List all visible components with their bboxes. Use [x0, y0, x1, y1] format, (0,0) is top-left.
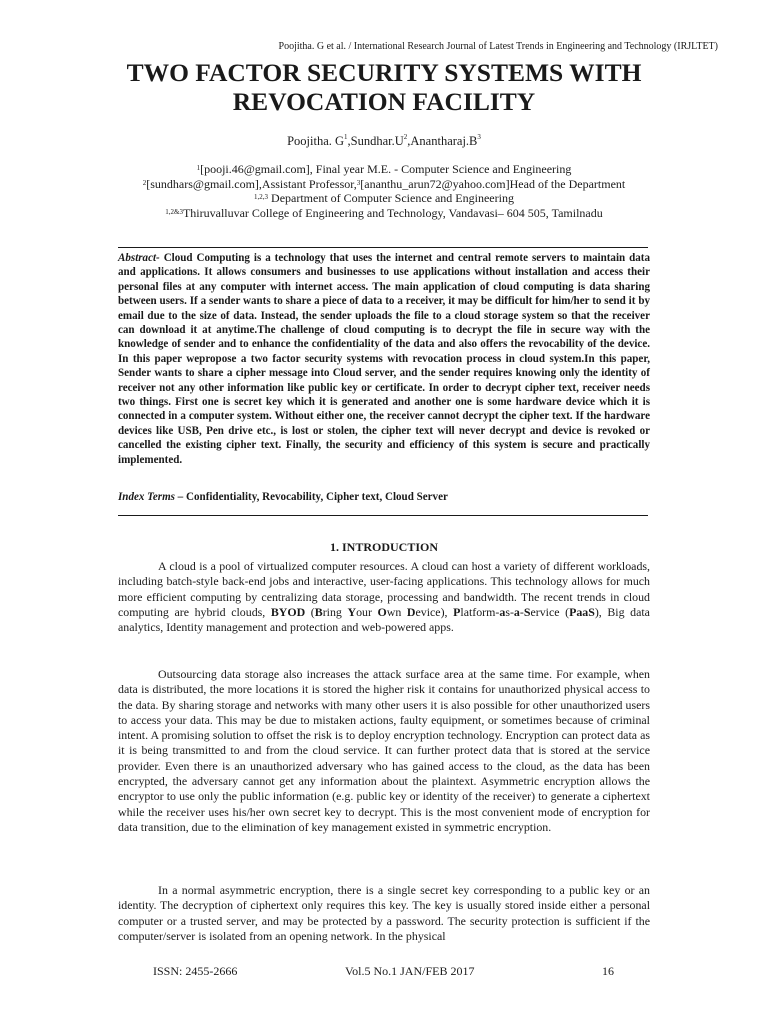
affiliation-4-text: Thiruvalluvar College of Engineering and Technology, Vandavasi– 604 505, Tamilnadu	[182, 205, 603, 220]
affiliation-line-1	[100, 162, 668, 177]
p1-text-11: ), Big data analytics, Identity management and protection and web-powered apps.	[118, 604, 650, 635]
title-line-1: TWO FACTOR SECURITY SYSTEMS WITH	[126, 58, 642, 87]
affiliation-line-2	[100, 177, 668, 192]
affiliation-line-4	[100, 206, 668, 221]
p1-text-9: -	[519, 604, 524, 619]
p1-paas: PaaS	[569, 604, 595, 619]
abstract	[118, 251, 650, 467]
paper-title	[80, 58, 688, 116]
intro-paragraph-3	[118, 883, 650, 944]
p2-text: Outsourcing data storage also increases the attack surface area at the same time. For example, when data is distributed, the more locations it is stored the higher risk it contains for unauthorized physical access to the data. By sharing storage and networks with many other users it is also possible for other unauthorized users to access your data. This may be due to mistaken actions, faulty equipment, or sometimes because of criminal intent. A promising solution to offset the risk is to deploy encryption technology. Encryption can protect data as it is being transmitted to and from the cloud service. It can further protect data that is stored at the service provider. Even there is an unauthorized adversary who has gained access to the cloud, as the data has been encrypted, the adversary cannot get any information about the plaintext. Asymmetric encryption allows the encryptor to use only the public information (e.g. public key or identity of the receiver) to generate a ciphertext while the receiver uses his/her own secret key to decrypt. This is the most convenient mode of encryption for data transition, due to the elimination of key management existed in symmetric encryption.	[118, 667, 650, 834]
author-1-sup: 1	[344, 133, 348, 141]
running-header: Poojitha. G et al. / International Research Journal of Latest Trends in Engineering and Technology (IRJLTET)	[278, 41, 718, 52]
author-list	[0, 134, 768, 149]
affiliation-2-sup-b: 3	[356, 178, 361, 187]
p1-text-7: latform-	[460, 604, 500, 619]
abstract-label: Abstract-	[118, 252, 160, 264]
footer-volume: Vol.5 No.1 JAN/FEB 2017	[345, 964, 475, 978]
p3-text: In a normal asymmetric encryption, there is a single secret key corresponding to a public key or an identity. The decryption of ciphertext only requires this key. The key is usually stored inside either a personal computer or a trusted server, and may be protected by a password. The security protection is sufficient if the computer/server is isolated from an opening network. In the physical	[118, 883, 650, 943]
abstract-top-rule	[118, 247, 648, 248]
author-1: Poojitha. G	[287, 134, 345, 148]
p1-a2: a	[513, 604, 520, 619]
index-terms-text: Confidentiality, Revocability, Cipher text, Cloud Server	[183, 491, 448, 503]
author-2-sup: 2	[403, 133, 408, 141]
affiliation-1-sup: 1	[196, 164, 201, 172]
section-heading-introduction: 1. INTRODUCTION	[329, 540, 438, 554]
p1-text-5: wn	[386, 604, 407, 619]
p1-byod: BYOD	[270, 604, 306, 619]
p1-text-10: ervice (	[530, 604, 570, 619]
abstract-text: Cloud Computing is a technology that uses the internet and central remote servers to maintain data and applications. It allows consumers and businesses to use applications without installation and access their personal files at any computer with internet access. The main application of cloud computing is data sharing between users. If a sender wants to share a piece of data to a receiver, it may be difficult for him/her to send it by email due to the size of data. Instead, the sender uploads the file to a cloud storage system so that the receiver can download it at anytime.The challenge of cloud computing is to decrypt the file in secure way with the knowledge of sender and to enhance the confidentiality of the data and also offers the revocability of the device. In this paper wepropose a two factor security systems with revocation process in cloud system.In this paper, Sender wants to share a cipher message into Cloud server, and the sender requires knowing only the identity of receiver not any other information like public key or certificate. In order to decrypt cipher text, receiver needs two things. First one is secret key which it is generated and another one is some hardware device which it is connected in a computer system. Without either one, the receiver cannot decrypt the cipher text. If the hardware devices like USB, Pen drive etc., is lost or stolen, the cipher text will never decrypt and device is revoked or cancelled the existing cipher text. Finally, the security and efficiency of this system is secure and practically implemented.	[118, 252, 650, 466]
author-2: ,Sundhar.U	[347, 134, 404, 148]
p1-text-2: (	[305, 604, 315, 619]
title-line-2: REVOCATION FACILITY	[232, 87, 536, 116]
affiliation-2-text-b: [ananthu_arun72@yahoo.com]Head of the Department	[360, 176, 626, 191]
footer-page-number: 16	[602, 964, 614, 978]
p1-o: O	[377, 604, 387, 619]
affiliation-1-text: [pooji.46@gmail.com], Final year M.E. - Computer Science and Engineering	[200, 162, 572, 176]
p1-text-1: A cloud is a pool of virtualized computer resources. A cloud can host a variety of different workloads, including batch-style back-end jobs and interactive, user-facing applications. This technology allows for much more efficient computing by centralizing data storage, processing and bandwidth. The recent trends in cloud computing are hybrid clouds,	[118, 559, 650, 619]
p1-b: B	[314, 604, 323, 619]
affiliation-line-3	[100, 191, 668, 206]
author-3-sup: 3	[477, 133, 481, 141]
affiliation-2-text-a: [sundhars@gmail.com],Assistant Professor,	[146, 176, 357, 191]
intro-paragraph-1	[118, 559, 650, 635]
p1-a1: a	[499, 604, 506, 619]
p1-d: D	[406, 604, 416, 619]
affiliation-4-sup: 1,2&3	[165, 207, 183, 216]
affiliation-2-sup: 2	[142, 178, 147, 187]
p1-text-3: ring	[322, 604, 348, 619]
footer-issn: ISSN: 2455-2666	[153, 964, 238, 978]
index-terms	[118, 491, 650, 503]
p1-s: S	[523, 604, 531, 619]
p1-y: Y	[347, 604, 357, 619]
affiliation-3-text: Department of Computer Science and Engineering	[268, 191, 514, 206]
intro-paragraph-2	[118, 667, 650, 835]
affiliations	[100, 162, 668, 220]
affiliation-3-sup: 1,2,3	[254, 193, 269, 202]
abstract-bottom-rule	[118, 515, 648, 516]
p1-p: P	[453, 604, 461, 619]
author-3: ,Anantharaj.B	[407, 134, 478, 148]
p1-text-4: our	[356, 604, 378, 619]
p1-text-6: evice),	[415, 604, 454, 619]
index-terms-label: Index Terms –	[118, 491, 184, 503]
p1-text-8: s-	[505, 604, 514, 619]
